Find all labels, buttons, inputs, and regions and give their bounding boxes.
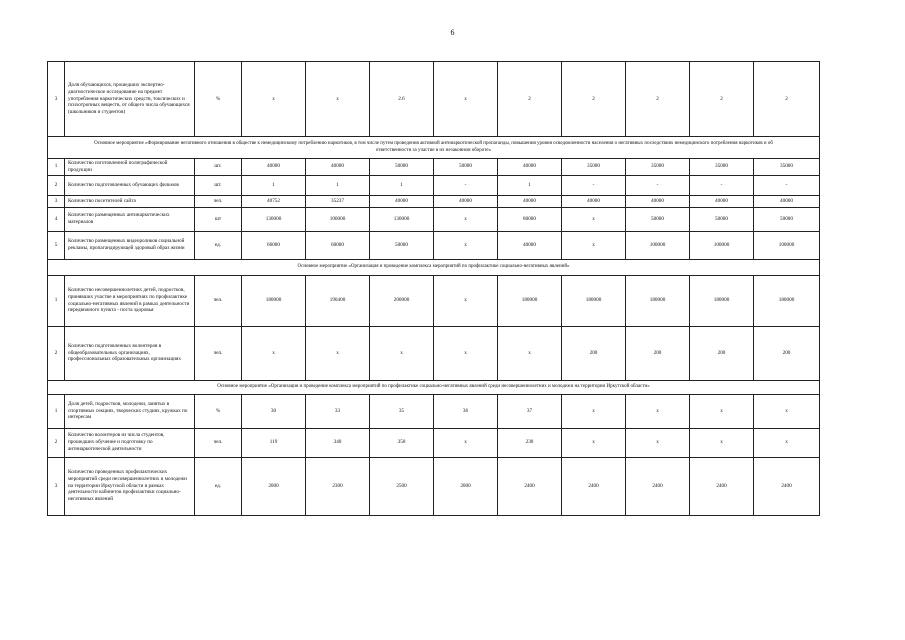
value-cell: х (242, 62, 306, 137)
row-number-cell: 1 (48, 394, 65, 428)
value-cell: 190400 (306, 275, 370, 326)
value-cell: 2 (562, 62, 626, 137)
value-cell: 35000 (562, 159, 626, 176)
value-cell: 180000 (562, 275, 626, 326)
value-cell: 1 (306, 175, 370, 195)
indicator-name-cell: Количество подготовленных волонтеров в общеобразовательных организациях, профессиональных образовательных организациях (65, 326, 195, 380)
indicator-name-cell: Количество изготовленной полиграфической продукции (65, 159, 195, 176)
value-cell: 180000 (754, 275, 820, 326)
value-cell: 230 (498, 428, 562, 457)
row-number-cell: 2 (48, 428, 65, 457)
value-cell: х (562, 428, 626, 457)
value-cell: - (690, 175, 754, 195)
value-cell: 130000 (370, 207, 434, 231)
value-cell: х (626, 394, 690, 428)
value-cell: 36 (434, 394, 498, 428)
value-cell: х (754, 394, 820, 428)
value-cell: 40752 (242, 195, 306, 207)
value-cell: 200 (562, 326, 626, 380)
indicator-name-cell: Количество посетителей сайта (65, 195, 195, 207)
value-cell: 40000 (498, 231, 562, 259)
value-cell: 40000 (626, 195, 690, 207)
value-cell: 2 (690, 62, 754, 137)
value-cell: х (434, 207, 498, 231)
value-cell: 37 (498, 394, 562, 428)
value-cell: 30 (242, 394, 306, 428)
section-title: Основное мероприятие «Организация и проведение комплекса мероприятий по профилактике социально-негативных явлений среди несовершеннолетних и молодежи на территории Иркутской области» (48, 380, 820, 394)
indicator-name-cell: Количество размещенных антинаркотических материалов (65, 207, 195, 231)
value-cell: 50000 (626, 207, 690, 231)
indicators-table (47, 61, 820, 516)
value-cell: - (434, 175, 498, 195)
value-cell: 119 (242, 428, 306, 457)
value-cell: 50000 (690, 207, 754, 231)
value-cell: 350 (370, 428, 434, 457)
value-cell: - (562, 175, 626, 195)
indicator-name-cell: Количество размещенных видеороликов социальной рекламы, пропагандирующей здоровый образ жизни (65, 231, 195, 259)
value-cell: 40000 (434, 195, 498, 207)
value-cell: х (690, 394, 754, 428)
value-cell: 200 (754, 326, 820, 380)
page-number: 6 (450, 28, 455, 37)
table-body (48, 62, 820, 516)
unit-cell: % (195, 62, 242, 137)
unit-cell: % (195, 394, 242, 428)
unit-cell: шт. (195, 175, 242, 195)
value-cell: х (434, 428, 498, 457)
value-cell: 40000 (562, 195, 626, 207)
value-cell: х (562, 231, 626, 259)
value-cell: 60000 (306, 231, 370, 259)
value-cell: 2400 (690, 457, 754, 515)
value-cell: х (562, 394, 626, 428)
value-cell: 180000 (498, 275, 562, 326)
value-cell: 35 (370, 394, 434, 428)
value-cell: х (434, 275, 498, 326)
value-cell: 40000 (754, 195, 820, 207)
row-number-cell: 5 (48, 231, 65, 259)
table-row (48, 428, 820, 457)
value-cell: 35000 (754, 159, 820, 176)
value-cell: х (434, 62, 498, 137)
value-cell: 1 (498, 175, 562, 195)
row-number-cell: 2 (48, 175, 65, 195)
indicator-name-cell: Количество несовершеннолетних детей, подростков, принявших участие в мероприятиях по профилактике социально-негативных явлений в рамках деятельности передвижного пункта - поста здоровья (65, 275, 195, 326)
indicator-name-cell: Количество волонтеров из числа студентов, прошедших обучение и подготовку по антинаркотической деятельности (65, 428, 195, 457)
value-cell: 40000 (370, 195, 434, 207)
value-cell: 50000 (370, 159, 434, 176)
value-cell: х (562, 207, 626, 231)
value-cell: 2 (498, 62, 562, 137)
value-cell: 100000 (626, 231, 690, 259)
unit-cell: ед. (195, 231, 242, 259)
value-cell: 2.6 (370, 62, 434, 137)
value-cell: 35237 (306, 195, 370, 207)
value-cell: 180000 (690, 275, 754, 326)
row-number-cell: 3 (48, 62, 65, 137)
value-cell: х (690, 428, 754, 457)
row-number-cell: 2 (48, 326, 65, 380)
value-cell: 180000 (626, 275, 690, 326)
table-row (48, 457, 820, 515)
table-row (48, 394, 820, 428)
section-header-row (48, 259, 820, 275)
value-cell: 100000 (306, 207, 370, 231)
value-cell: 2000 (242, 457, 306, 515)
value-cell: 33 (306, 394, 370, 428)
value-cell: 200 (690, 326, 754, 380)
value-cell: х (498, 326, 562, 380)
value-cell: 340 (306, 428, 370, 457)
value-cell: х (306, 62, 370, 137)
value-cell: 2 (626, 62, 690, 137)
value-cell: 100000 (690, 231, 754, 259)
value-cell: х (370, 326, 434, 380)
section-title: Основное мероприятие «Организация и проведение комплекса мероприятий по профилактике социально-негативных явлений» (48, 259, 820, 275)
table-row (48, 275, 820, 326)
value-cell: - (626, 175, 690, 195)
value-cell: 40000 (498, 159, 562, 176)
table-row (48, 175, 820, 195)
indicator-name-cell: Доля детей, подростков, молодежи, занятых в спортивных секциях, творческих студиях, кружках по интересам (65, 394, 195, 428)
value-cell: 50000 (754, 207, 820, 231)
table-row (48, 231, 820, 259)
value-cell: 2400 (498, 457, 562, 515)
value-cell: 180000 (242, 275, 306, 326)
table-row (48, 159, 820, 176)
indicator-name-cell: Количество проведенных профилактических мероприятий среди несовершеннолетних и молодежи на территории Иркутской области в рамках деятельности кабинетов профилактики социально-негативных явлений (65, 457, 195, 515)
value-cell: 2400 (626, 457, 690, 515)
value-cell: 2400 (562, 457, 626, 515)
row-number-cell: 3 (48, 457, 65, 515)
table-row (48, 326, 820, 380)
value-cell: х (754, 428, 820, 457)
unit-cell: чел. (195, 326, 242, 380)
table-row (48, 195, 820, 207)
value-cell: 50000 (434, 159, 498, 176)
row-number-cell: 4 (48, 207, 65, 231)
value-cell: х (626, 428, 690, 457)
indicator-name-cell: Доля обучающихся, прошедших экспертно-диагностическое исследование на предмет употребления наркотических средств, токсических и психотропных веществ, от общего числа обучающихся (школьников и студентов) (65, 62, 195, 137)
value-cell: 40000 (690, 195, 754, 207)
value-cell: 50000 (370, 231, 434, 259)
section-header-row (48, 137, 820, 159)
unit-cell: чел. (195, 195, 242, 207)
unit-cell: шт (195, 207, 242, 231)
unit-cell: чел. (195, 428, 242, 457)
section-header-row (48, 380, 820, 394)
value-cell: х (306, 326, 370, 380)
value-cell: 35000 (626, 159, 690, 176)
unit-cell: чел. (195, 275, 242, 326)
value-cell: 1 (370, 175, 434, 195)
value-cell: 2400 (754, 457, 820, 515)
value-cell: 2300 (306, 457, 370, 515)
table-row (48, 62, 820, 137)
value-cell: х (434, 231, 498, 259)
value-cell: х (434, 326, 498, 380)
value-cell: 40000 (498, 195, 562, 207)
unit-cell: шт. (195, 159, 242, 176)
indicator-name-cell: Количество подготовленных обучающих фильмов (65, 175, 195, 195)
value-cell: 1 (242, 175, 306, 195)
value-cell: 40000 (306, 159, 370, 176)
value-cell: 130000 (242, 207, 306, 231)
value-cell: 66000 (242, 231, 306, 259)
table-row (48, 207, 820, 231)
unit-cell: ед. (195, 457, 242, 515)
row-number-cell: 3 (48, 195, 65, 207)
section-title: Основное мероприятие «Формирование негативного отношения в обществе к немедицинскому потреблению наркотиков, в том числе путем проведения активной антинаркотической пропаганды, повышения уровня осведомленности населения о негативных последствиях немедицинского потребления наркотиков и об ответственности за участие в их незаконном обороте» (48, 137, 820, 159)
row-number-cell: 1 (48, 159, 65, 176)
value-cell: 80000 (498, 207, 562, 231)
value-cell: 200000 (370, 275, 434, 326)
row-number-cell: 1 (48, 275, 65, 326)
value-cell: 200 (626, 326, 690, 380)
value-cell: 40000 (242, 159, 306, 176)
value-cell: 35000 (690, 159, 754, 176)
value-cell: 100000 (754, 231, 820, 259)
value-cell: 2500 (370, 457, 434, 515)
value-cell: - (754, 175, 820, 195)
value-cell: х (242, 326, 306, 380)
value-cell: 2000 (434, 457, 498, 515)
value-cell: 2 (754, 62, 820, 137)
